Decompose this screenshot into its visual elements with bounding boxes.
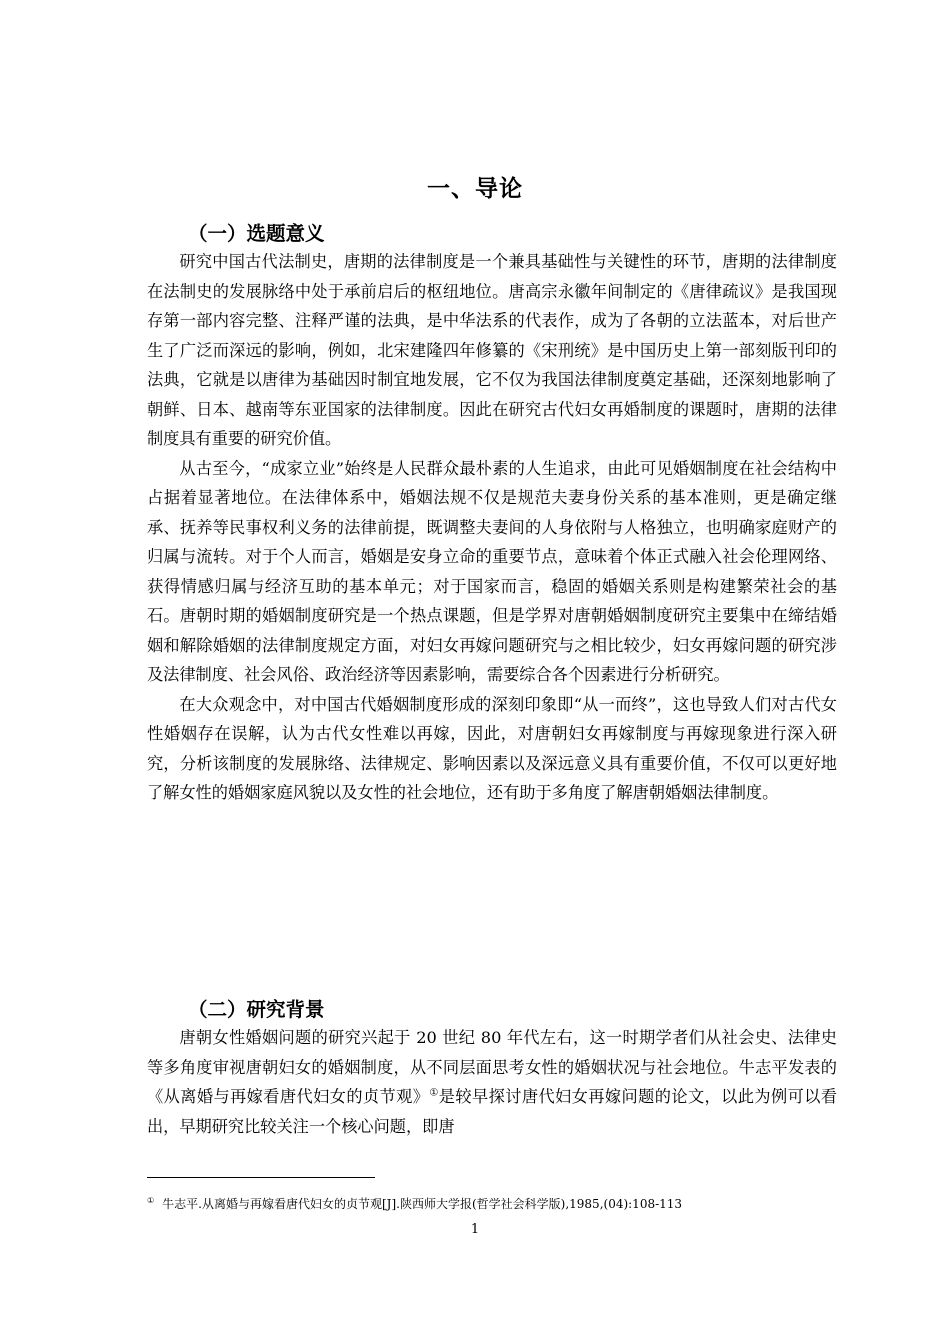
section-title-background: （二）研究背景: [188, 998, 325, 1021]
paragraph: 在大众观念中，对中国古代婚姻制度形成的深刻印象即“从一而终”，这也导致人们对古代女性婚姻存在误解，认为古代女性难以再嫁，因此，对唐朝妇女再嫁制度与再嫁现象进行深入研究，分析该制度的发展脉络、法律规定、影响因素以及深远意义具有重要价值，不仅可以更好地了解女性的婚姻家庭风貌以及女性的社会地位，还有助于多角度了解唐朝婚姻法律制度。: [147, 694, 837, 802]
paragraph: [147, 1023, 837, 1141]
footnote-text: 牛志平.从离婚与再嫁看唐代妇女的贞节观[J].陕西师大学报(哲学社会科学版),1985,(04):108-113: [162, 1197, 683, 1211]
footnote-divider: [147, 1177, 375, 1178]
footnote-reference[interactable]: ①: [429, 1087, 439, 1099]
chapter-title: 一、导论: [427, 176, 523, 202]
footnote-mark: ①: [147, 1196, 155, 1205]
section-title-significance: （一）选题意义: [188, 222, 325, 245]
footnote: [147, 1193, 847, 1212]
paragraph-text: 是较早探讨唐代妇女再嫁问题的论文，以此为例可以看出，早期研究比较关注一个核心问题，即唐: [147, 1087, 838, 1136]
page-number: 1: [470, 1222, 480, 1237]
section-body-background: [147, 1023, 837, 1141]
paragraph: 研究中国古代法制史，唐期的法律制度是一个兼具基础性与关键性的环节，唐期的法律制度在法制史的发展脉络中处于承前启后的枢纽地位。唐高宗永徽年间制定的《唐律疏议》是我国现存第一部内容完整、注释严谨的法典，是中华法系的代表作，成为了各朝的立法蓝本，对后世产生了广泛而深远的影响，例如，北宋建隆四年修纂的《宋刑统》是中国历史上第一部刻版刊印的法典，它就是以唐律为基础因时制宜地发展，它不仅为我国法律制度奠定基础，还深刻地影响了朝鲜、日本、越南等东亚国家的法律制度。因此在研究古代妇女再婚制度的课题时，唐期的法律制度具有重要的研究价值。: [147, 252, 837, 448]
section-body-significance: [147, 247, 837, 808]
paragraph: 从古至今，“成家立业”始终是人民群众最朴素的人生追求，由此可见婚姻制度在社会结构中占据着显著地位。在法律体系中，婚姻法规不仅是规范夫妻身份关系的基本准则，更是确定继承、抚养等民事权利义务的法律前提，既调整夫妻间的人身依附与人格独立，也明确家庭财产的归属与流转。对于个人而言，婚姻是安身立命的重要节点，意味着个体正式融入社会伦理网络、获得情感归属与经济互助的基本单元；对于国家而言，稳固的婚姻关系则是构建繁荣社会的基石。唐朝时期的婚姻制度研究是一个热点课题，但是学界对唐朝婚姻制度研究主要集中在缔结婚姻和解除婚姻的法律制度规定方面，对妇女再嫁问题研究与之相比较少，妇女再嫁问题的研究涉及法律制度、社会风俗、政治经济等因素影响，需要综合各个因素进行分析研究。: [147, 458, 837, 684]
paragraph-text: 唐朝女性婚姻问题的研究兴起于 20 世纪 80 年代左右，这一时期学者们从社会史、法律史等多角度审视唐朝妇女的婚姻制度，从不同层面思考女性的婚姻状况与社会地位。牛志平发表的《从离婚与再嫁看唐代妇女的贞节观》: [147, 1028, 837, 1106]
